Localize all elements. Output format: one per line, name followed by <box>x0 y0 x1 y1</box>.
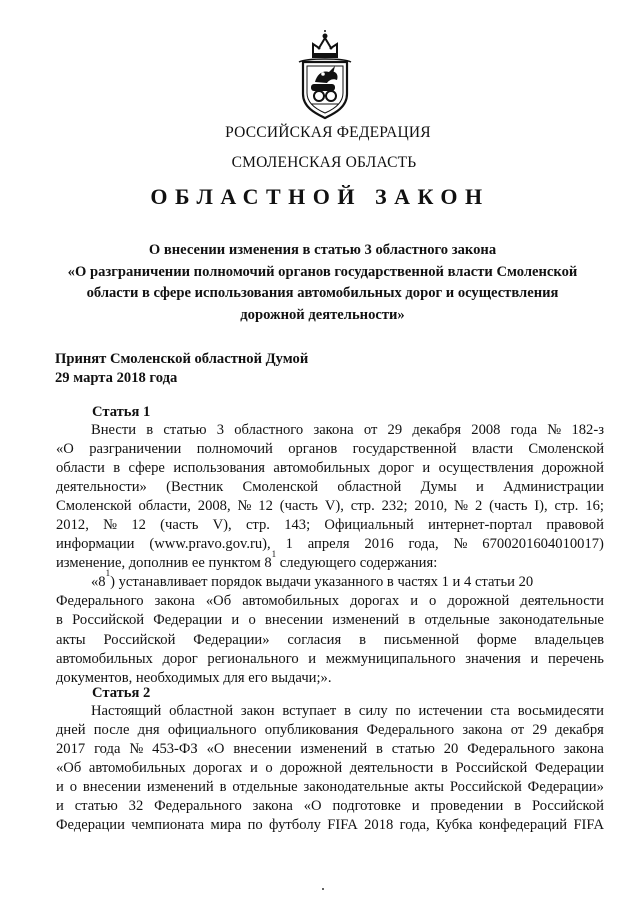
word: силу <box>358 703 388 719</box>
word: 2016 <box>364 536 394 553</box>
text-line <box>56 611 604 630</box>
word: деятельности <box>520 593 604 610</box>
adoption-info <box>55 350 308 388</box>
word: автомобильных <box>56 650 153 667</box>
document-title: ОБЛАСТНОЙ ЗАКОН <box>150 184 490 209</box>
word: и <box>530 650 539 667</box>
word: акты <box>414 779 444 796</box>
word: № <box>454 498 469 515</box>
word: дорогах <box>350 593 400 610</box>
word: 2008, <box>197 498 231 515</box>
word: Смоленской <box>242 479 319 496</box>
adopted-by: Принят Смоленской областной Думой <box>55 351 309 367</box>
word: 20 <box>443 741 459 758</box>
country-heading: РОССИЙСКАЯ ФЕДЕРАЦИЯ <box>225 124 431 141</box>
word: FIFA <box>573 817 604 834</box>
word: дорогах <box>193 760 243 777</box>
word: (часть <box>279 498 318 515</box>
word: дорожной <box>280 760 343 777</box>
word: Российской <box>449 779 522 796</box>
text-line <box>56 797 604 816</box>
word: Российской <box>72 612 145 629</box>
line8-pre: изменение, дополнив ее пунктом 8 <box>56 555 272 572</box>
word: о <box>248 612 256 629</box>
text-line <box>56 459 604 478</box>
word: законодательные <box>498 612 604 629</box>
word: в <box>440 760 448 777</box>
subtitle-line: дорожной деятельности» <box>240 306 405 323</box>
word: Российской <box>455 760 528 777</box>
word: 2010, <box>414 498 448 515</box>
subtitle-line: области в сфере использования автомобильных дорог и осуществления <box>86 285 559 301</box>
word: владельцев <box>534 631 604 648</box>
word: Администрации <box>503 479 604 496</box>
word: декабря <box>412 422 462 438</box>
word: значения <box>465 650 521 667</box>
line-text: документов, необходимых для его выдачи;». <box>56 669 332 686</box>
word: 182-з <box>571 422 604 438</box>
word: дорожной <box>447 593 510 610</box>
word: Смоленской <box>56 498 132 515</box>
word: в <box>219 779 227 796</box>
word: футболу <box>269 817 321 834</box>
word: подготовке <box>332 798 401 815</box>
word: Федерального <box>467 741 555 758</box>
word: 143; <box>284 517 311 534</box>
word: стр. <box>554 498 579 515</box>
text-line <box>56 650 604 669</box>
word: и <box>308 650 317 667</box>
word: года, <box>408 536 439 553</box>
word: межмуниципального <box>325 650 456 667</box>
word: Федерального <box>56 593 144 610</box>
word: 232; <box>381 498 408 515</box>
word: о <box>69 779 77 796</box>
word: № <box>103 517 118 534</box>
word: разграничении <box>89 441 182 458</box>
word: дня <box>137 722 160 739</box>
word: № <box>453 536 468 553</box>
word: 32 <box>128 798 144 815</box>
word: вступает <box>282 703 337 719</box>
word: (часть <box>160 517 199 534</box>
word: стр. <box>350 498 375 515</box>
word: стр. <box>245 517 270 534</box>
word: в <box>376 741 383 758</box>
word: внесении <box>233 741 292 758</box>
word: 12 <box>131 517 146 534</box>
word: в <box>514 798 522 815</box>
word: о <box>429 593 437 610</box>
text-line <box>56 592 604 611</box>
word: Российской <box>103 631 176 648</box>
word: V), <box>212 517 232 534</box>
text-line <box>56 778 604 797</box>
word: 29 <box>387 422 403 438</box>
word: опубликования <box>264 722 359 739</box>
word: 6700201604010017) <box>482 536 604 553</box>
word: мира <box>210 817 242 834</box>
word: апреля <box>307 536 350 553</box>
word: закона <box>252 798 293 815</box>
word: № <box>237 498 252 515</box>
word: дорог <box>378 460 414 477</box>
word: Внести <box>91 422 137 438</box>
word: закона <box>154 593 195 610</box>
text-line <box>56 568 604 592</box>
word: Кубка <box>435 817 473 834</box>
word: I), <box>534 498 548 515</box>
word: по <box>247 817 263 834</box>
word: в <box>408 612 416 629</box>
word: 29 <box>532 722 547 739</box>
word: в <box>113 460 121 477</box>
word: «О <box>206 741 225 758</box>
word: и <box>410 593 418 610</box>
word: интернет-портал <box>428 517 533 534</box>
word: и <box>475 479 484 496</box>
word: закона <box>313 422 354 438</box>
text-line <box>56 440 604 459</box>
word: чемпионата <box>131 817 205 834</box>
word: (часть <box>489 498 528 515</box>
word: Федерации <box>56 817 125 834</box>
word: использования <box>173 460 265 477</box>
word: 453-ФЗ <box>152 741 198 758</box>
region-heading: СМОЛЕНСКАЯ ОБЛАСТЬ <box>231 154 417 171</box>
word: деятельности» <box>56 479 147 496</box>
word: областной <box>337 479 402 496</box>
word: письменной <box>383 631 460 648</box>
word: истечении <box>418 703 483 719</box>
word: в <box>56 612 63 629</box>
word: (www.pravo.gov.ru), <box>149 536 271 553</box>
quote-first-line: ) устанавливает порядок выдачи указанного в частях 1 и 4 статьи 20 <box>110 574 534 591</box>
word: «О <box>56 441 74 458</box>
word: изменений <box>332 612 400 629</box>
word: 1 <box>285 536 293 553</box>
word: сфере <box>128 460 165 477</box>
article-2-heading: Статья 2 <box>92 685 151 701</box>
word: FIFA <box>327 817 358 834</box>
word: 2017 <box>56 741 86 758</box>
word: Федерации <box>153 612 223 629</box>
word: № <box>547 422 562 438</box>
word: «Об <box>205 593 232 610</box>
word: автомобильных <box>273 460 371 477</box>
word: и <box>231 612 240 629</box>
word: и <box>249 760 258 777</box>
word: декабря <box>555 722 604 739</box>
article-1-body <box>56 421 604 688</box>
word: Настоящий <box>91 703 162 719</box>
scan-speck <box>322 888 324 890</box>
word: о <box>265 760 273 777</box>
word: закона <box>462 722 503 739</box>
law-subtitle <box>50 240 595 326</box>
word: проведении <box>430 798 504 815</box>
word: Официальный <box>324 517 414 534</box>
word: ста <box>490 703 510 719</box>
word: официального <box>167 722 257 739</box>
word: (Вестник <box>166 479 224 496</box>
word: в <box>344 703 352 719</box>
word: власти <box>471 441 514 458</box>
word: деятельности <box>349 760 434 777</box>
word: осуществления <box>438 460 534 477</box>
word: изменений <box>300 741 368 758</box>
word: конфедераций <box>478 817 568 834</box>
word: отдельные <box>424 612 490 629</box>
text-line <box>56 421 604 440</box>
article-1-heading: Статья 1 <box>92 404 151 420</box>
word: от <box>510 722 525 739</box>
word: Думы <box>420 479 457 496</box>
word: перечень <box>547 650 604 667</box>
word: согласия <box>287 631 342 648</box>
word: изменений <box>146 779 214 796</box>
word: 2012, <box>56 517 89 534</box>
word: восьмидесяти <box>517 703 604 719</box>
word: 2008 <box>471 422 501 438</box>
text-line <box>56 535 604 554</box>
word: Федерации» <box>193 631 270 648</box>
word: информации <box>56 536 135 553</box>
word: автомобильных <box>242 593 340 610</box>
word: в <box>359 631 367 648</box>
word: органов <box>288 441 338 458</box>
word: государственной <box>352 441 457 458</box>
word: дорожной <box>542 460 604 477</box>
word: полномочий <box>196 441 273 458</box>
word: статью <box>163 422 207 438</box>
word: акты <box>56 631 86 648</box>
word: V), <box>324 498 344 515</box>
word: 3 <box>216 422 224 438</box>
word: дорог <box>162 650 198 667</box>
word: статью <box>391 741 435 758</box>
text-line <box>56 816 604 835</box>
text-line <box>56 759 604 778</box>
word: Федерального <box>154 798 242 815</box>
text-line <box>56 702 604 721</box>
line8-post: следующего содержания: <box>276 555 438 572</box>
word: года <box>510 422 538 438</box>
text-line <box>56 721 604 740</box>
text-line <box>56 740 604 759</box>
word: года <box>94 741 121 758</box>
word: Федерации <box>534 760 604 777</box>
word: по <box>395 703 411 719</box>
word: № <box>129 741 144 758</box>
word: Российской <box>531 798 604 815</box>
word: форме <box>477 631 517 648</box>
quote-sup: 1 <box>105 568 111 579</box>
word: автомобильных <box>88 760 186 777</box>
adopted-date: 29 марта 2018 года <box>55 370 178 386</box>
text-line <box>56 497 604 516</box>
word: и <box>411 798 420 815</box>
word: области <box>56 460 105 477</box>
text-line <box>56 516 604 535</box>
text-line <box>56 631 604 650</box>
word: и <box>56 779 64 796</box>
word: Федерального <box>366 722 455 739</box>
word: областного <box>234 422 304 438</box>
word: внесении <box>264 612 324 629</box>
word: внесении <box>82 779 141 796</box>
quote-pre: «8 <box>91 574 106 591</box>
word: 2 <box>474 498 483 515</box>
word: закона <box>563 741 604 758</box>
word: 2018 <box>364 817 394 834</box>
word: 16; <box>585 498 604 515</box>
word: закон <box>240 703 275 719</box>
text-line <box>56 478 604 497</box>
word: от <box>363 422 378 438</box>
word: 12 <box>258 498 273 515</box>
word: регионального <box>207 650 299 667</box>
word: законодательные <box>303 779 409 796</box>
word: после <box>93 722 130 739</box>
word: правовой <box>546 517 604 534</box>
word: статью <box>74 798 118 815</box>
word: в <box>146 422 154 438</box>
word: «О <box>303 798 322 815</box>
subtitle-line: «О разграничении полномочий органов государственной власти Смоленской <box>67 263 578 280</box>
word: областной <box>169 703 233 719</box>
word: «Об <box>56 760 82 777</box>
word: и <box>422 460 431 477</box>
article-2-body <box>56 702 604 835</box>
line8-sup: 1 <box>271 549 277 560</box>
coat-of-arms-emblem <box>293 30 357 122</box>
word: отдельные <box>232 779 298 796</box>
word: и <box>56 798 64 815</box>
word: дней <box>56 722 86 739</box>
word: Смоленской <box>528 441 604 458</box>
word: Федерации» <box>527 779 604 796</box>
subtitle-line: О внесении изменения в статью 3 областного закона <box>148 242 497 258</box>
text-line <box>56 549 604 573</box>
word: года, <box>399 817 430 834</box>
word: области, <box>138 498 191 515</box>
